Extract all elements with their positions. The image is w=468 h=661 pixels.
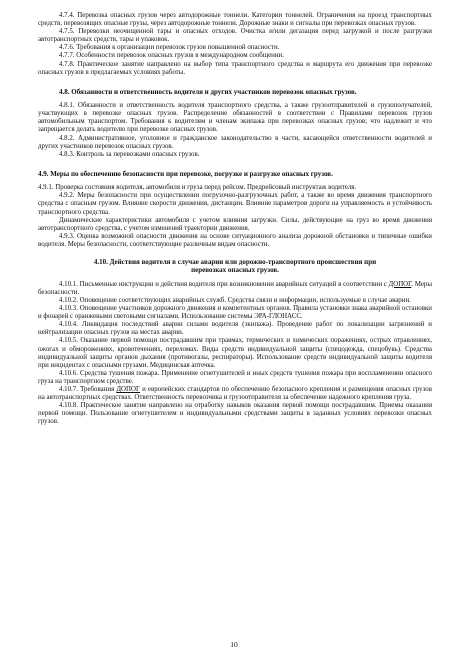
paragraph-4-10-4: 4.10.4. Ликвидация последствий аварии силами водителя (экипажа). Проведение работ по локализации загрязнений и нейтрализации опасных грузов на местах аварии. [38, 321, 432, 337]
section-4-10-heading-line2: перевозках опасных грузов. [191, 266, 279, 275]
paragraph-4-10-2: 4.10.2. Оповещение соответствующих аварийных служб. Средства связи и информации, используемые в случае аварии. [59, 296, 411, 304]
paragraph-4-9-1: 4.9.1. Проверка состояния водителя, автомобиля и груза перед рейсом. Предрейсовый инструктаж водителя. [38, 184, 357, 192]
intro-block [38, 12, 432, 77]
paragraph-4-10-8: 4.10.8. Практическое занятие направлено на отработку навыков оказания первой помощи пострадавшим. Приемы оказания первой помощи. Пользование огнетушителем и индивидуальными средствами защиты в заданных условиях перевозки опасных грузов. [38, 402, 432, 426]
paragraph-4-10-7: 4.10.7. Требования ДОПОГ и европейских стандартов по обеспечению безопасного крепления и размещения опасных грузов на автотранспортных средствах. Ответственность перевозчика и грузоотправителя за обеспечение надежного крепления груза. [38, 386, 432, 402]
paragraph-dynamics: Динамические характеристики автомобиля с учетом влияния загрузки. Силы, действующие на груз во время движения автотранспортного средства, с учетом изменений траектории движения. [38, 216, 432, 232]
paragraph-4-8-3: 4.8.3. Контроль за перевозками опасных грузов. [59, 150, 200, 158]
paragraph-4-9-3: 4.9.3. Оценка возможной опасности движения на основе ситуационного анализа дорожной обстановки и типичные ошибки водителя. Меры безопасности, соответствующие различным видам опасности. [38, 232, 432, 248]
section-4-10-heading [38, 258, 432, 275]
paragraph-4-9-2: 4.9.2. Меры безопасности при осуществлении погрузочно-разгрузочных работ, а также во время движения транспортного средства с опасным грузом. Влияние скорости движения, дистанции. Влияние параметров дороги на управляемость и устойчивость транспортного средства. [38, 192, 432, 216]
paragraph-4-7-5: 4.7.5. Перевозки неочищенной тары и опасных отходов. Очистка и/или дегазация перед загрузкой и после разгрузки автотранспортных средств, тары и упаковок. [38, 28, 432, 44]
section-4-10-heading-line1: 4.10. Действия водителя в случае аварии или дорожно-транспортного происшествия при [93, 257, 377, 266]
paragraph-4-7-4: 4.7.4. Перевозка опасных грузов через автодорожные тоннели. Категории тоннелей. Ограничения на проезд транспортных средств, перевозящих опасные грузы, через автодорожные тоннели. Дорожные знаки и сигналы при перевозках опасных грузов. [38, 12, 432, 28]
paragraph-4-7-7: 4.7.7. Особенности перевозок опасных грузов в международном сообщении. [59, 52, 284, 60]
section-4-8-heading: 4.8. Обязанности и ответственность водителя и других участников перевозок опасных грузов. [59, 87, 357, 96]
dopog-link[interactable]: ДОПОГ [116, 386, 140, 393]
paragraph-4-10-1: 4.10.1. Письменные инструкции и действия водителя при возникновении аварийных ситуаций в соответствии с ДОПОГ. Меры безопасности. [38, 280, 432, 296]
paragraph-4-7-6: 4.7.6. Требования к организации перевозок грузов повышенной опасности. [59, 44, 280, 52]
dopog-link[interactable]: ДОПОГ [388, 280, 412, 288]
paragraph-4-10-3: 4.10.3. Оповещение участников дорожного движения и компетентных органов. Правила установки знака аварийной остановки и фонарей с оранжевыми световыми сигналами. Использование системы ЭРА-ГЛОНАСС. [38, 305, 432, 321]
paragraph-4-10-6: 4.10.6. Средства тушения пожара. Применение огнетушителей и иных средств тушения пожара при воспламенении опасного груза на транспортном средстве. [38, 369, 432, 385]
paragraph-4-10-5: 4.10.5. Оказание первой помощи пострадавшим при травмах, термических и химических поражениях, острых отравлениях, ожогах и обморожениях, кровотечениях, переломах. Виды средств индивидуальной защиты (спецодежда, спецобувь). Средства индивидуальной защиты органов дыхания (противогазы, респираторы). Использование средств индивидуальной защиты водителя при инцидентах с опасными грузами. Медицинская аптечка. [38, 337, 432, 369]
page-number: 10 [230, 640, 238, 649]
section-4-9-heading: 4.9. Меры по обеспечению безопасности при перевозке, погрузке и разгрузке опасных грузов. [38, 169, 333, 178]
paragraph-4-7-8: 4.7.8. Практическое занятие направлено на выбор типа транспортного средства и маршрута его движения при перевозке опасных грузов в предлагаемых условиях работы. [38, 60, 432, 76]
paragraph-4-8-1: 4.8.1. Обязанности и ответственность водителя транспортного средства, а также грузоотправителей и грузополучателей, участвующих в перевозке опасных грузов. Распределение обязанностей в соответствии с Правилами перевозок грузов автомобильным транспортом. Требования к водителям и членам экипажа при перевозках опасных грузов; что надлежит и что запрещается делать водителю при перевозке опасных грузов. [38, 102, 432, 134]
paragraph-4-8-2: 4.8.2. Административное, уголовное и гражданское законодательство в части, касающейся ответственности водителей и других участников перевозок опасных грузов. [38, 134, 432, 150]
document-page [38, 12, 432, 426]
